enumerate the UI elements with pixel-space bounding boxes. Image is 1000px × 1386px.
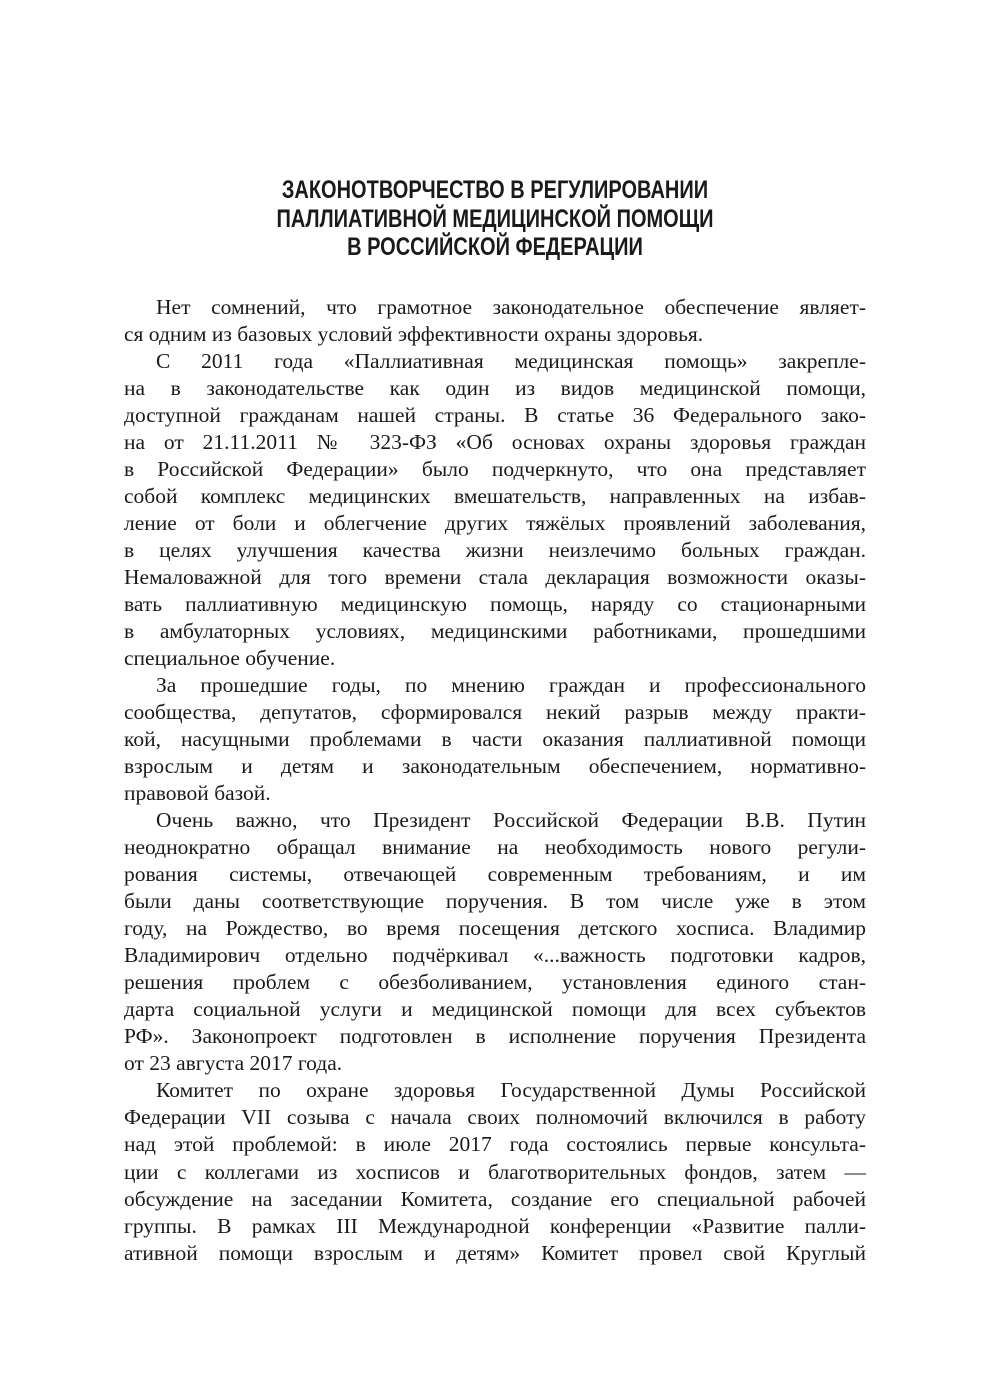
text-line: кой, насущными проблемами в части оказания паллиативной помощи [124, 727, 866, 752]
text-line: в амбулаторных условиях, медицинскими работниками, прошедшими [124, 619, 866, 644]
text-line: Немаловажной для того времени стала декларация возможности оказы- [124, 565, 866, 590]
text-line: взрослым и детям и законодательным обеспечением, нормативно- [124, 754, 866, 779]
text-line: Комитет по охране здоровья Государственной Думы Российской [156, 1078, 866, 1103]
text-line: рования системы, отвечающей современным требованиям, и им [124, 862, 866, 887]
text-line: в Российской Федерации» было подчеркнуто, что она представляет [124, 457, 866, 482]
text-line: ативной помощи взрослым и детям» Комитет провел свой Круглый [124, 1240, 866, 1265]
text-line: Очень важно, что Президент Российской Федерации В.В. Путин [156, 808, 866, 833]
title-line: ЗАКОНОТВОРЧЕСТВО В РЕГУЛИРОВАНИИ [281, 176, 709, 204]
text-line: обсуждение на заседании Комитета, создание его специальной рабочей [124, 1186, 866, 1211]
title-line: В РОССИЙСКОЙ ФЕДЕРАЦИИ [347, 233, 643, 261]
text-line: ление от боли и облегчение других тяжёлых проявлений заболевания, [124, 511, 866, 536]
text-line: Нет сомнений, что грамотное законодательное обеспечение являет- [156, 295, 866, 319]
paragraph [124, 672, 866, 807]
text-line: Владимирович отдельно подчёркивал «...важность подготовки кадров, [124, 943, 866, 968]
text-line: в целях улучшения качества жизни неизлечимо больных граждан. [124, 538, 866, 563]
text-line: дарта социальной услуги и медицинской помощи для всех субъектов [124, 997, 866, 1022]
text-line: решения проблем с обезболиванием, установления единого стан- [124, 970, 866, 995]
text-line: над этой проблемой: в июле 2017 года состоялись первые консульта- [124, 1132, 866, 1157]
text-line: РФ». Законопроект подготовлен в исполнение поручения Президента [124, 1024, 866, 1049]
text-line: правовой базой. [124, 781, 271, 806]
text-line: собой комплекс медицинских вмешательств, направленных на избав- [124, 484, 866, 509]
text-line: группы. В рамках III Международной конференции «Развитие палли- [124, 1213, 866, 1238]
text-line: сообщества, депутатов, сформировался некий разрыв между практи- [124, 700, 866, 725]
text-line: неоднократно обращал внимание на необходимость нового регули- [124, 835, 866, 860]
text-line: ции с коллегами из хосписов и благотворительных фондов, затем — [124, 1159, 866, 1184]
text-line: Федерации VII созыва с начала своих полномочий включился в работу [124, 1105, 866, 1130]
title-line: ПАЛЛИАТИВНОЙ МЕДИЦИНСКОЙ ПОМОЩИ [276, 204, 714, 233]
text-line: на от 21.11.2011 № 323-ФЗ «Об основах охраны здоровья граждан [124, 430, 866, 455]
body-text [124, 294, 866, 1267]
text-line: специальное обучение. [124, 646, 336, 671]
text-line: ся одним из базовых условий эффективности охраны здоровья. [124, 322, 704, 347]
page-title [0, 176, 990, 262]
text-line: За прошедшие годы, по мнению граждан и профессионального [156, 673, 866, 698]
text-line: С 2011 года «Паллиативная медицинская помощь» закрепле- [156, 349, 866, 374]
paragraph [124, 1077, 866, 1266]
text-line: были даны соответствующие поручения. В том числе уже в этом [124, 889, 866, 914]
text-line: на в законодательстве как один из видов медицинской помощи, [124, 376, 866, 401]
paragraph [124, 348, 866, 672]
paragraph [124, 294, 866, 348]
text-line: году, на Рождество, во время посещения детского хосписа. Владимир [124, 916, 866, 941]
text-line: от 23 августа 2017 года. [124, 1051, 343, 1076]
text-line: вать паллиативную медицинскую помощь, наряду со стационарными [124, 592, 866, 617]
paragraph [124, 807, 866, 1077]
text-line: доступной гражданам нашей страны. В статье 36 Федерального зако- [124, 403, 866, 428]
